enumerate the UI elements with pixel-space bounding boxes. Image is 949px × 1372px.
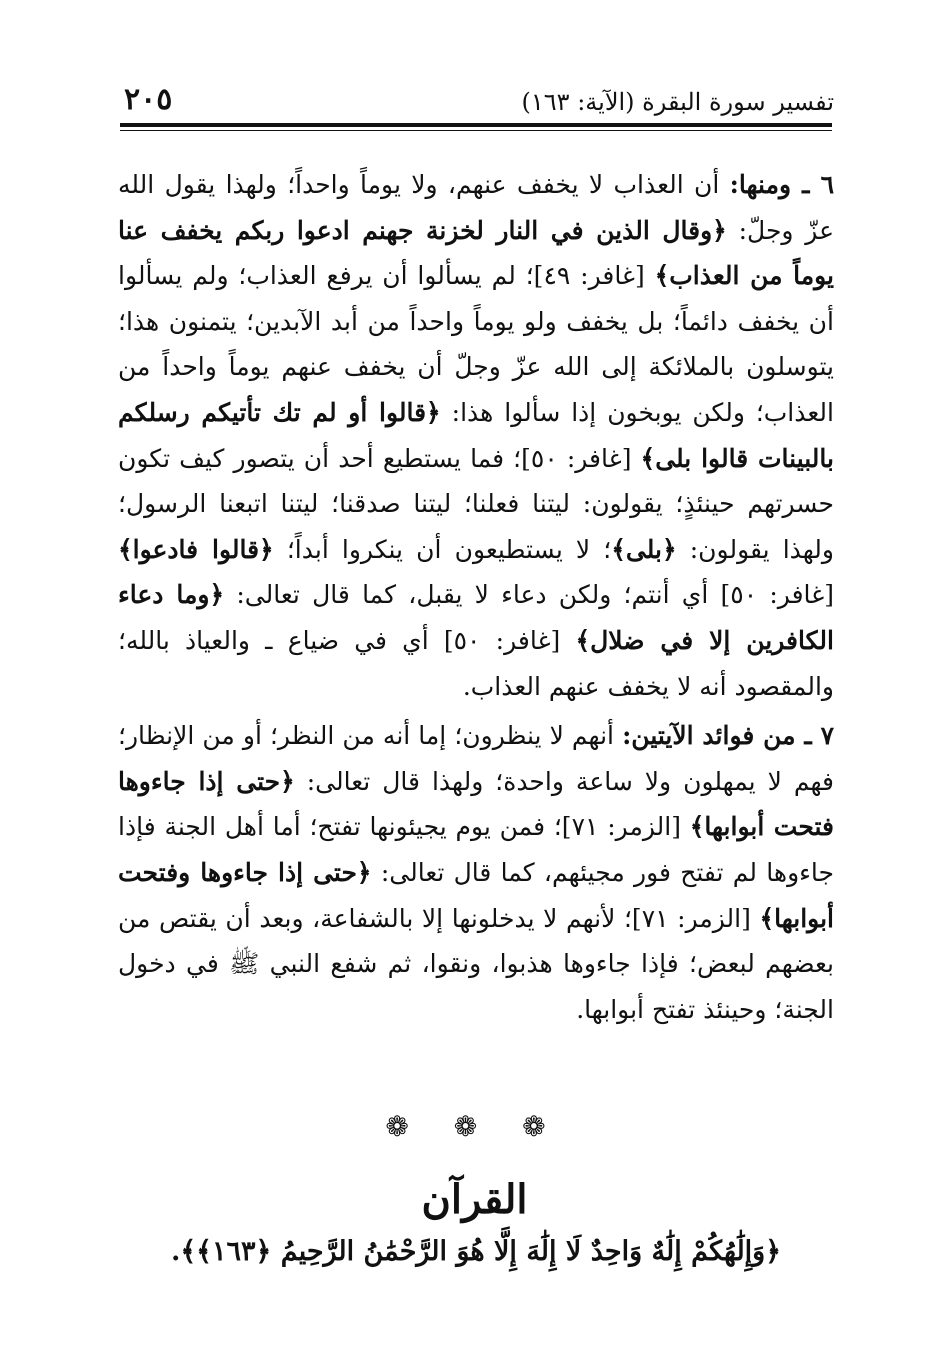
paragraph-7 bbox=[118, 713, 834, 1032]
paragraph-7-lead: ٧ ـ من فوائد الآيتين: bbox=[622, 721, 834, 751]
body-text bbox=[118, 162, 834, 1032]
running-title: تفسير سورة البقرة (الآية: ١٦٣) bbox=[521, 88, 834, 116]
text-run: أنهم لا ينظرون؛ إما أنه من النظر؛ أو من الإنظار؛ فهم لا يمهلون ولا ساعة واحدة؛ ولهذا قال تعالى: bbox=[118, 721, 834, 796]
page-header bbox=[118, 78, 834, 122]
quran-quote: ﴿وقال الذين في النار لخزنة جهنم ادعوا ربكم يخفف عنا يوماً من العذاب﴾ bbox=[118, 215, 834, 291]
text-run: [غافر: ٥٠] أي في ضياع ـ والعياذ بالله؛ والمقصود أنه لا يخفف عنهم العذاب. bbox=[118, 625, 834, 701]
text-run: [غافر: ٥٠]؛ فما يستطيع أحد أن يتصور كيف تكون حسرتهم حينئذٍ؛ يقولون: ليتنا فعلنا؛ ليتنا صدقنا؛ ليتنا اتبعنا الرسول؛ ولهذا يقولون: bbox=[118, 443, 835, 564]
text-run: [الزمر: ٧١]؛ فمن يوم يجيئونها تفتح؛ أما أهل الجنة فإذا جاءوها لم تفتح فور مجيئهم، كما قال تعالى: bbox=[118, 812, 834, 887]
page-number: ٢٠٥ bbox=[124, 82, 173, 117]
paragraph-6-lead: ٦ ـ ومنها: bbox=[729, 170, 834, 199]
paragraph-6 bbox=[118, 162, 834, 709]
text-run: [غافر: ٤٩]؛ لم يسألوا أن يرفع العذاب؛ ولم يسألوا أن يخفف دائماً؛ بل يخفف ولو يوماً واحداً من أبد الآبدين؛ يتمنون هذا؛ يتوسلون بالملائكة إلى الله عزّ وجلّ أن يخفف عنهم يوماً واحداً من العذاب؛ ولكن يوبخون إذا سألوا هذا: bbox=[118, 261, 834, 427]
section-heading: القرآن bbox=[421, 1176, 528, 1223]
header-rule-thin bbox=[120, 130, 832, 131]
quran-quote: ﴿قالوا فادعوا﴾ bbox=[118, 534, 274, 564]
text-run: أن العذاب لا يخفف عنهم، ولا يوماً واحداً؛ ولهذا يقول الله عزّ وجلّ: bbox=[118, 170, 834, 245]
quran-quote: ﴿حتى إذا جاءوها فتحت أبوابها﴾ bbox=[118, 766, 834, 842]
quran-verse: ﴿وَإِلَٰهُكُمْ إِلَٰهٌ وَاحِدٌ لَا إِلَٰهَ إِلَّا هُوَ الرَّحْمَٰنُ الرَّحِيمُ ﴿١٦٣﴾﴾. bbox=[170, 1236, 782, 1267]
quran-quote: ﴿حتى إذا جاءوها وفتحت أبوابها﴾ bbox=[118, 857, 834, 933]
section-divider-ornaments: ❁ ❁ ❁ bbox=[385, 1110, 564, 1143]
text-run: [غافر: ٥٠] أي أنتم؛ ولكن دعاء لا يقبل، كما قال تعالى: bbox=[224, 580, 834, 610]
text-run: ؛ لا يستطيعون أن ينكروا أبداً؛ bbox=[273, 534, 612, 564]
quran-quote: ﴿قالوا أو لم تك تأتيكم رسلكم بالبينات قالوا بلى﴾ bbox=[118, 397, 834, 473]
text-run: [الزمر: ٧١]؛ لأنهم لا يدخلونها إلا بالشفاعة، وبعد أن يقتص من بعضهم لبعض؛ فإذا جاءوها هذبوا، ونقوا، ثم شفع النبي ﷺ في دخول الجنة؛ وحينئذ تفتح أبوابها. bbox=[118, 903, 834, 1024]
header-rule bbox=[120, 123, 832, 127]
quran-quote: ﴿بلى﴾ bbox=[611, 534, 677, 564]
quran-quote: ﴿وما دعاء الكافرين إلا في ضلال﴾ bbox=[118, 580, 834, 655]
